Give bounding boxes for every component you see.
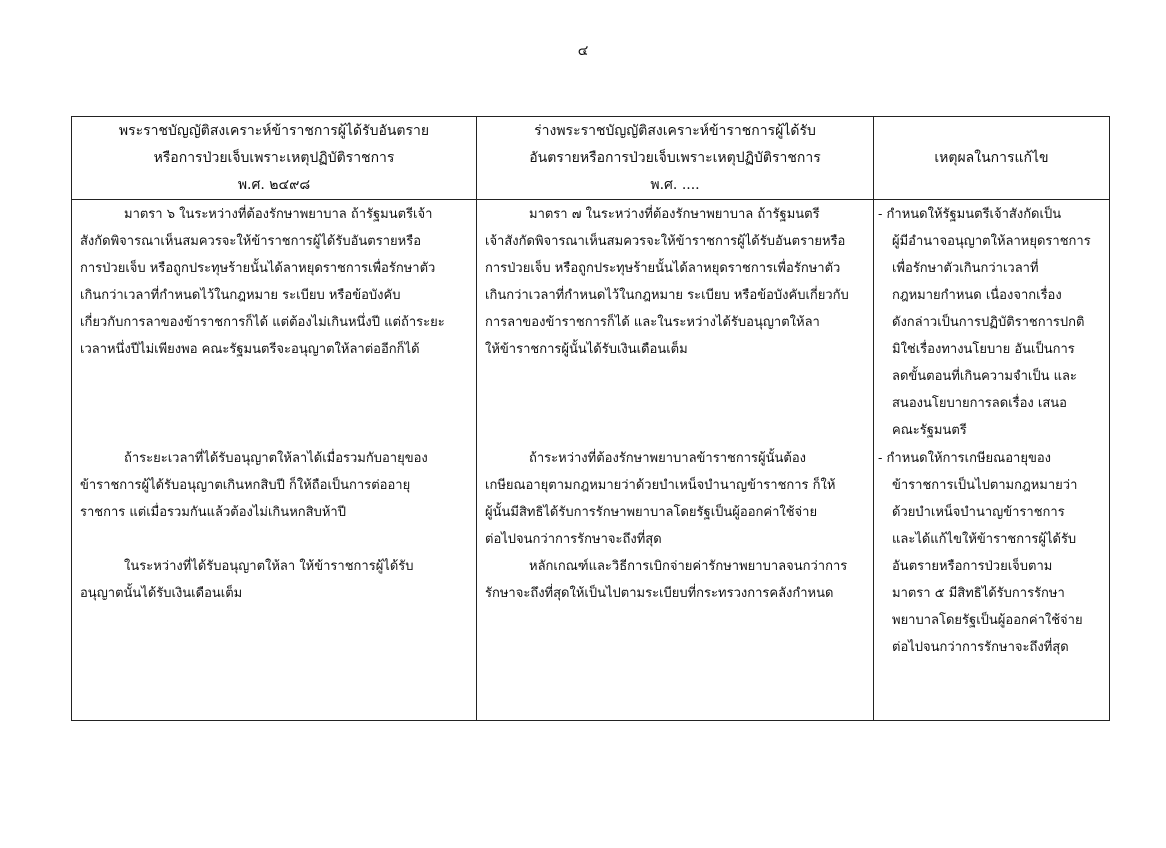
- header-line: พ.ศ. ....: [650, 176, 700, 193]
- header-line: อันตรายหรือการป่วยเจ็บเพราะเหตุปฏิบัติราชการ: [529, 149, 821, 166]
- comparison-table: [71, 116, 1110, 721]
- draft-section-7-para-3: [477, 553, 873, 607]
- text-line: และได้แก้ไขให้ข้าราชการผู้ได้รับ: [892, 532, 1077, 547]
- text-line: เวลาหนึ่งปีไม่เพียงพอ คณะรัฐมนตรีจะอนุญาตให้ลาต่ออีกก็ได้: [80, 342, 420, 357]
- text-line: ถ้าระหว่างที่ต้องรักษาพยาบาลข้าราชการผู้นั้นต้อง: [529, 451, 806, 466]
- text-line: อันตรายหรือการป่วยเจ็บตาม: [892, 559, 1053, 574]
- text-line: ราชการ แต่เมื่อรวมกันแล้วต้องไม่เกินหกสิบห้าปี: [80, 505, 346, 520]
- text-line: - กำหนดให้รัฐมนตรีเจ้าสังกัดเป็น: [878, 207, 1062, 222]
- text-line: ข้าราชการเป็นไปตามกฎหมายว่า: [892, 478, 1078, 493]
- current-section-6-para-3: [72, 553, 476, 607]
- text-line: การป่วยเจ็บ หรือถูกประทุษร้ายนั้นได้ลาหยุดราชการเพื่อรักษาตัว: [80, 261, 436, 276]
- table-row: [72, 200, 1110, 721]
- text-line: ต่อไปจนกว่าการรักษาจะถึงที่สุด: [485, 532, 662, 547]
- text-line: การลาของข้าราชการก็ได้ และในระหว่างได้รับอนุญาตให้ลา: [485, 315, 820, 330]
- text-line: มาตรา ๗ ในระหว่างที่ต้องรักษาพยาบาล ถ้ารัฐมนตรี: [529, 207, 820, 222]
- text-line: ข้าราชการผู้ได้รับอนุญาตเกินหกสิบปี ก็ให้ถือเป็นการต่ออายุ: [80, 478, 411, 493]
- table-header-row: [72, 117, 1110, 200]
- text-line: ดังกล่าวเป็นการปฏิบัติราชการปกติ: [892, 315, 1085, 330]
- text-line: ด้วยบำเหน็จบำนาญข้าราชการ: [892, 505, 1065, 520]
- text-line: พยาบาลโดยรัฐเป็นผู้ออกค่าใช้จ่าย: [892, 613, 1083, 628]
- text-line: ผู้มีอำนาจอนุญาตให้ลาหยุดราชการ: [892, 234, 1091, 249]
- header-line: ร่างพระราชบัญญัติสงเคราะห์ข้าราชการผู้ได้รับ: [534, 122, 816, 139]
- draft-act-cell: [477, 200, 874, 721]
- text-line: สังกัดพิจารณาเห็นสมควรจะให้ข้าราชการผู้ได้รับอันตรายหรือ: [80, 234, 421, 249]
- header-line: พ.ศ. ๒๔๙๘: [237, 176, 311, 193]
- reason-item-2: [874, 445, 1109, 661]
- header-line: พระราชบัญญัติสงเคราะห์ข้าราชการผู้ได้รับอันตราย: [118, 122, 430, 139]
- text-line: การป่วยเจ็บ หรือถูกประทุษร้ายนั้นได้ลาหยุดราชการเพื่อรักษาตัว: [485, 261, 841, 276]
- text-line: มิใช่เรื่องทางนโยบาย อันเป็นการ: [892, 342, 1075, 357]
- text-line: เกี่ยวกับการลาของข้าราชการก็ได้ แต่ต้องไม่เกินหนึ่งปี แต่ถ้าระยะ: [80, 315, 445, 330]
- current-section-6-para-2: [72, 445, 476, 526]
- text-line: รักษาจะถึงที่สุดให้เป็นไปตามระเบียบที่กระทรวงการคลังกำหนด: [485, 586, 834, 601]
- reason-item-1: [874, 201, 1109, 444]
- current-act-cell: [72, 200, 477, 721]
- header-current-act: [72, 117, 477, 200]
- text-line: ถ้าระยะเวลาที่ได้รับอนุญาตให้ลาได้เมื่อรวมกับอายุของ: [124, 451, 428, 466]
- header-line: เหตุผลในการแก้ไข: [934, 149, 1049, 166]
- text-line: เกินกว่าเวลาที่กำหนดไว้ในกฎหมาย ระเบียบ หรือข้อบังคับ: [80, 288, 401, 303]
- text-line: หลักเกณฑ์และวิธีการเบิกจ่ายค่ารักษาพยาบาลจนกว่าการ: [529, 559, 848, 574]
- draft-section-7-para-1: [477, 201, 873, 363]
- text-line: ผู้นั้นมีสิทธิได้รับการรักษาพยาบาลโดยรัฐเป็นผู้ออกค่าใช้จ่าย: [485, 505, 818, 520]
- header-reasons: [874, 117, 1110, 200]
- text-line: เกษียณอายุตามกฎหมายว่าด้วยบำเหน็จบำนาญข้าราชการ ก็ให้: [485, 478, 836, 493]
- text-line: ต่อไปจนกว่าการรักษาจะถึงที่สุด: [892, 640, 1069, 655]
- header-line: หรือการป่วยเจ็บเพราะเหตุปฏิบัติราชการ: [153, 149, 395, 166]
- text-line: กฎหมายกำหนด เนื่องจากเรื่อง: [892, 288, 1062, 303]
- text-line: ให้ข้าราชการผู้นั้นได้รับเงินเดือนเต็ม: [485, 342, 688, 357]
- header-draft-act: [477, 117, 874, 200]
- text-line: มาตรา ๖ ในระหว่างที่ต้องรักษาพยาบาล ถ้ารัฐมนตรีเจ้า: [124, 207, 433, 222]
- text-line: สนองนโยบายการลดเรื่อง เสนอ: [892, 396, 1067, 411]
- text-line: ลดขั้นตอนที่เกินความจำเป็น และ: [892, 369, 1077, 384]
- text-line: ในระหว่างที่ได้รับอนุญาตให้ลา ให้ข้าราชการผู้ได้รับ: [124, 559, 414, 574]
- draft-section-7-para-2: [477, 445, 873, 553]
- text-line: มาตรา ๕ มีสิทธิได้รับการรักษา: [892, 586, 1065, 601]
- reasons-cell: [874, 200, 1110, 721]
- text-line: - กำหนดให้การเกษียณอายุของ: [878, 451, 1051, 466]
- text-line: เกินกว่าเวลาที่กำหนดไว้ในกฎหมาย ระเบียบ หรือข้อบังคับเกี่ยวกับ: [485, 288, 849, 303]
- text-line: เจ้าสังกัดพิจารณาเห็นสมควรจะให้ข้าราชการผู้ได้รับอันตรายหรือ: [485, 234, 846, 249]
- text-line: อนุญาตนั้นได้รับเงินเดือนเต็ม: [80, 586, 243, 601]
- text-line: คณะรัฐมนตรี: [892, 423, 967, 438]
- page-number: ๔: [577, 43, 589, 59]
- current-section-6-para-1: [72, 201, 476, 363]
- text-line: เพื่อรักษาตัวเกินกว่าเวลาที่: [892, 261, 1039, 276]
